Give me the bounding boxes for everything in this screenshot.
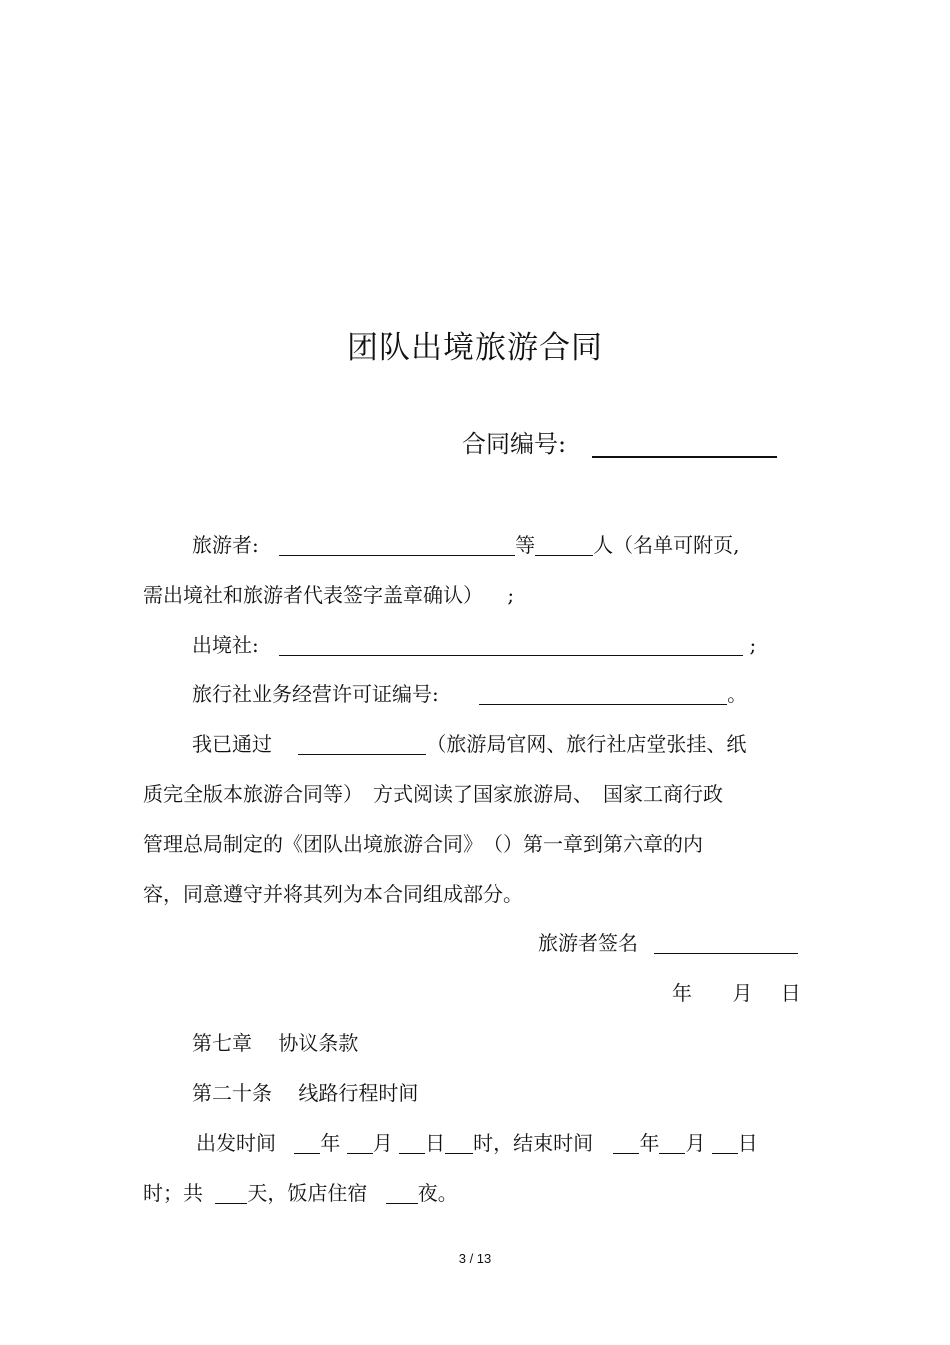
contract-number-row	[462, 424, 777, 459]
paragraph-line-4: 容，同意遵守并将其列为本合同组成部分。	[143, 882, 523, 906]
end-month: 月	[685, 1131, 706, 1155]
signature-date	[672, 980, 801, 1006]
end-year-blank	[613, 1133, 639, 1154]
read-method-blank	[298, 734, 426, 755]
agency-label: 出境社:	[192, 633, 259, 657]
date-month: 月	[732, 981, 753, 1005]
article-heading: 第二十条 线路行程时间	[192, 1081, 419, 1105]
end-month-blank	[659, 1133, 685, 1154]
date-day: 日	[780, 981, 801, 1005]
depart-day: 日	[425, 1131, 446, 1155]
license-label: 旅行社业务经营许可证编号:	[192, 682, 439, 706]
read-prefix: 我已通过	[192, 732, 272, 756]
depart-month-blank	[347, 1133, 373, 1154]
end-year: 年	[639, 1131, 660, 1155]
end-day-blank	[712, 1133, 738, 1154]
duration-prefix: 时；共	[143, 1181, 203, 1205]
traveler-label: 旅游者:	[192, 533, 259, 557]
depart-year-blank	[294, 1133, 320, 1154]
read-row	[192, 731, 746, 757]
end-day: 日	[737, 1131, 758, 1155]
count-blank	[535, 535, 593, 556]
confirm-note: 需出境社和旅游者代表签字盖章确认）	[143, 583, 483, 607]
contract-number-label: 合同编号:	[462, 430, 567, 458]
agency-row	[192, 632, 756, 658]
depart-month: 月	[372, 1131, 393, 1155]
license-row	[192, 681, 747, 707]
signature-row	[538, 930, 798, 956]
traveler-row	[192, 532, 739, 558]
paragraph-line-3: 管理总局制定的《团队出境旅游合同》 （）第一章到第六章的内	[143, 832, 703, 856]
trip-time-row	[196, 1130, 758, 1156]
chapter-heading: 第七章 协议条款	[192, 1031, 359, 1055]
end-label: 时，结束时间	[473, 1131, 594, 1155]
paragraph-line-2: 质完全版本旅游合同等） 方式阅读了国家旅游局、 国家工商行政	[143, 782, 723, 806]
trip-duration-row	[143, 1180, 458, 1206]
traveler-blank	[279, 535, 515, 556]
semicolon-text: ;	[507, 583, 515, 607]
depart-hour-blank	[445, 1133, 473, 1154]
license-period: 。	[727, 682, 748, 706]
signature-blank	[654, 933, 798, 954]
page-indicator: 3 / 13	[458, 1251, 492, 1266]
agency-blank	[279, 635, 743, 656]
nights-blank	[386, 1183, 418, 1204]
signature-label: 旅游者签名	[538, 931, 638, 955]
days-label: 天，饭店住宿	[247, 1181, 368, 1205]
deng-text: 等	[515, 533, 536, 557]
people-note: 人（名单可附页,	[593, 533, 740, 557]
document-title: 团队出境旅游合同	[347, 330, 603, 366]
read-suffix: （旅游局官网、旅行社店堂张挂、纸	[426, 732, 747, 756]
date-year: 年	[672, 981, 692, 1005]
contract-number-blank	[592, 432, 777, 458]
depart-year: 年	[320, 1131, 341, 1155]
nights-label: 夜。	[417, 1181, 458, 1205]
depart-day-blank	[399, 1133, 425, 1154]
depart-label: 出发时间	[196, 1131, 276, 1155]
traveler-row-2	[143, 582, 514, 608]
agency-semicolon: ;	[749, 633, 757, 657]
days-blank	[215, 1183, 247, 1204]
license-blank	[479, 684, 727, 705]
